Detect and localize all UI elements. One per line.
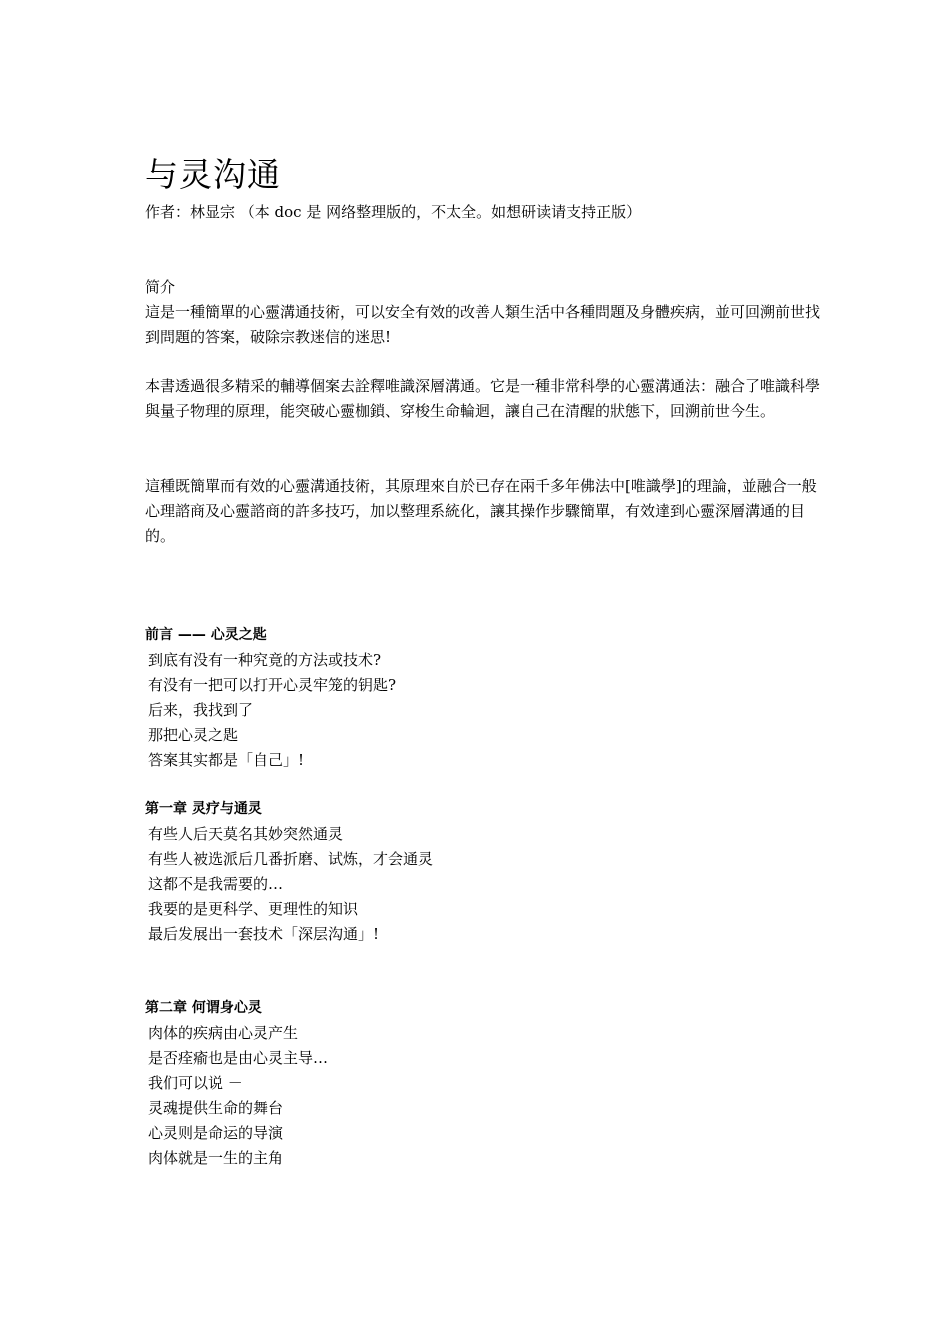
section-title: 第一章 灵疗与通灵 <box>145 801 262 817</box>
section-line: 灵魂提供生命的舞台 <box>148 1099 284 1117</box>
section-line: 那把心灵之匙 <box>148 726 239 744</box>
section-line: 我要的是更科学、更理性的知识 <box>148 900 359 918</box>
section-line: 有没有一把可以打开心灵牢笼的钥匙? <box>148 676 397 694</box>
section-line: 后来，我找到了 <box>148 701 254 719</box>
section-line: 心灵则是命运的导演 <box>148 1124 284 1142</box>
document-title: 与灵沟通 <box>145 155 281 194</box>
section-line: 答案其实都是「自己」! <box>148 751 305 769</box>
paragraph-text: 這是一種簡單的心靈溝通技術，可以安全有效的改善人類生活中各種問題及身體疾病，並可回溯前世找到問題的答案，破除宗教迷信的迷思! <box>145 303 821 346</box>
preface-section <box>145 623 825 773</box>
section-line: 我们可以说 － <box>148 1074 243 1092</box>
intro-paragraph-1 <box>145 300 825 350</box>
section-title: 前言 —— 心灵之匙 <box>145 627 267 643</box>
section-line: 是否痊瘉也是由心灵主导… <box>148 1049 329 1067</box>
chapter-2-section <box>145 996 825 1171</box>
paragraph-text: 本書透過很多精采的輔導個案去詮釋唯識深層溝通。它是一種非常科學的心靈溝通法：融合了唯識科學與量子物理的原理，能突破心靈枷鎖、穿梭生命輪迴，讓自己在清醒的狀態下，回溯前世今生。 <box>145 377 821 420</box>
section-line: 这都不是我需要的… <box>148 875 284 893</box>
paragraph-text: 這種既簡單而有效的心靈溝通技術，其原理來自於已存在兩千多年佛法中[唯識學]的理論，並融合一般心理諮商及心靈諮商的許多技巧，加以整理系統化，讓其操作步驟簡單，有效達到心靈深層溝通的目的。 <box>145 477 817 545</box>
section-line: 有些人后天莫名其妙突然通灵 <box>148 825 344 843</box>
intro-paragraph-3 <box>145 474 825 549</box>
intro-heading: 简介 <box>145 278 176 296</box>
author-line: 作者：林显宗 （本 doc 是 网络整理版的，不太全。如想研读请支持正版） <box>145 203 642 221</box>
intro-paragraph-2 <box>145 374 825 424</box>
section-line: 到底有没有一种究竟的方法或技术? <box>148 651 382 669</box>
section-line: 有些人被选派后几番折磨、试炼，才会通灵 <box>148 850 434 868</box>
section-line: 肉体的疾病由心灵产生 <box>148 1024 299 1042</box>
section-line: 最后发展出一套技术「深层沟通」! <box>148 925 380 943</box>
section-title: 第二章 何谓身心灵 <box>145 1000 262 1016</box>
chapter-1-section <box>145 797 825 947</box>
section-line: 肉体就是一生的主角 <box>148 1149 284 1167</box>
